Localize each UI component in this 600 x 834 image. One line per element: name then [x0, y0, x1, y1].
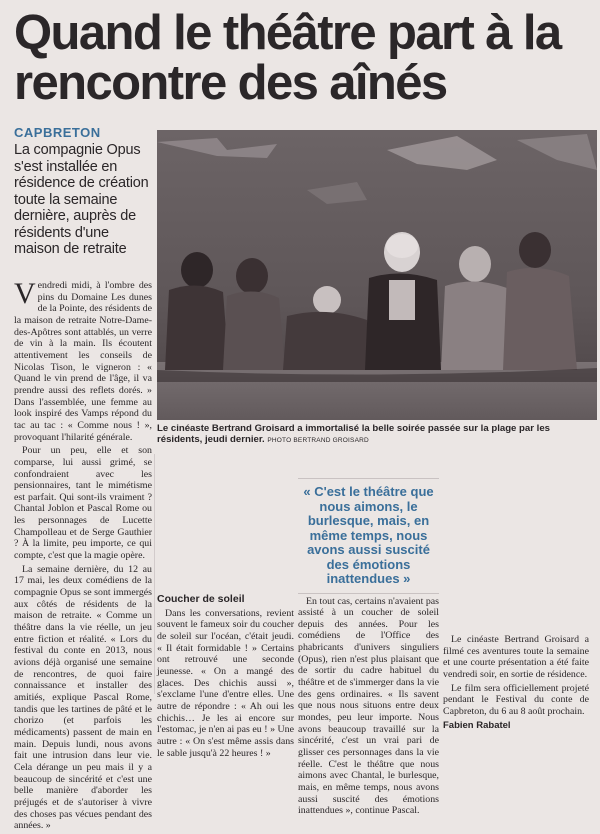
article-photo: [157, 130, 597, 420]
paragraph-1: [14, 277, 152, 443]
paragraph-1-text: endredi midi, à l'ombre des pins du Domaine Les dunes de la Pointe, des résidents de la maison de retraite Notre-Dame-des-Apôtres sont attablés, un verre de vin à la main. Ils écoutent attentivement les conseils de Nicolas Tison, le vigneron : « Quand le vin prend de l'âge, il va prendre aussi des reflets dorés. » Dans l'assemblée, une femme au look inspiré des Vamps répond du tac au tac : « Comme nous ! », provoquant l'hilarité générale.: [14, 280, 152, 443]
paragraph-2: Pour un peu, elle et son comparse, lui aussi grimé, se confondraient avec les pensionnaires, tant le mimétisme est parfait. Qui sont-ils vraiment ? Chantal Joblon et Pascal Rome ou les personnages de Lucette Champolleau et de Serge Gauthier ? À la limite, peu importe, ce qui compte, c'est que la magie opère.: [14, 445, 152, 562]
photo-caption: [157, 423, 597, 446]
paragraph-4: Dans les conversations, revient souvent le fameux soir du coucher de soleil sur l'océan, c'était jeudi. « Il était formidable ! » Certains ont retrouvé une seconde jeunesse. « On a mangé des glaces. Des chichis aussi », s'exclame l'une d'entre elles. Une autre de répondre : « Ah oui les chichis… Je les ai encore sur l'estomac, je n'en ai pas eu ! » Une autre : « On s'est même assis dans le sable jusqu'à 22 heures ! »: [157, 607, 294, 759]
location-kicker: CAPBRETON: [14, 125, 101, 140]
pull-quote: « C'est le théâtre que nous aimons, le burlesque, mais, en même temps, nous avons aussi suscité des émotions inattendues »: [298, 478, 439, 594]
column-4: [443, 454, 589, 733]
column-3: [298, 454, 439, 819]
column-2: [157, 454, 294, 761]
column-1: [14, 277, 152, 834]
photo-credit: PHOTO BERTRAND GROISARD: [267, 437, 369, 444]
paragraph-5: En tout cas, certains n'avaient pas assisté à un coucher de soleil depuis des années. Pour les comédiens de l'Office des phabricants d'univers singuliers (Opus), rien n'est plus plaisant que de sortir du cadre habituel du théâtre et de s'immerger dans la vie des gens ordinaires. « Ils savent que nous nous situons entre deux mondes, peu leur importe. Nous avons beaucoup travaillé sur la sincérité, c'est un vrai pari de glisser ces personnages dans la vie réelle. C'est le théâtre que nous aimons avec Chantal, le burlesque, mais, en même temps, nous avons aussi suscité des émotions inattendues », continue Pascal.: [298, 595, 439, 817]
paragraph-7: Le film sera officiellement projeté pendant le Festival du conte de Capbreton, du 6 au 8 août prochain.: [443, 682, 589, 717]
dropcap: V: [14, 277, 36, 310]
author-signature: Fabien Rabatel: [443, 719, 511, 731]
caption-text: Le cinéaste Bertrand Groisard a immortalisé la belle soirée passée sur la plage par les résidents, jeudi dernier.: [157, 423, 550, 445]
headline: Quand le théâtre part à la rencontre des aînés: [14, 6, 561, 110]
column-rule: [154, 454, 155, 694]
paragraph-3: La semaine dernière, du 12 au 17 mai, les deux comédiens de la compagnie Opus se sont immergés aux côtés de résidents de la maison de retraite. « Comme un théâtre dans la vie réelle, un jeu entre fiction et réalité. « Lors du festival du conte en 2013, nous avions déjà organisé une semaine de rencontres, de quoi faire connaissance et installer des amitiés, explique Pascal Rome, tandis que les tartines de pâté et le chorizo (et parfois les médicaments) passent de main en main. Depuis lundi, nous avons fait une intrusion dans leur vie. Cela dérange un peu mais il y a beaucoup de sincérité et c'est une belle manière d'aborder les préjugés et de s'autoriser à vivre des choses pas vécues pendant des années. »: [14, 563, 152, 832]
standfirst: La compagnie Opus s'est installée en résidence de création toute la semaine dernière, auprès de résidents d'une maison de retraite: [14, 142, 149, 257]
subhead: Coucher de soleil: [157, 593, 245, 605]
paragraph-6: Le cinéaste Bertrand Groisard a filmé ces aventures toute la semaine et une courte présentation a été faite vendredi soir, en sortie de résidence.: [443, 634, 589, 680]
